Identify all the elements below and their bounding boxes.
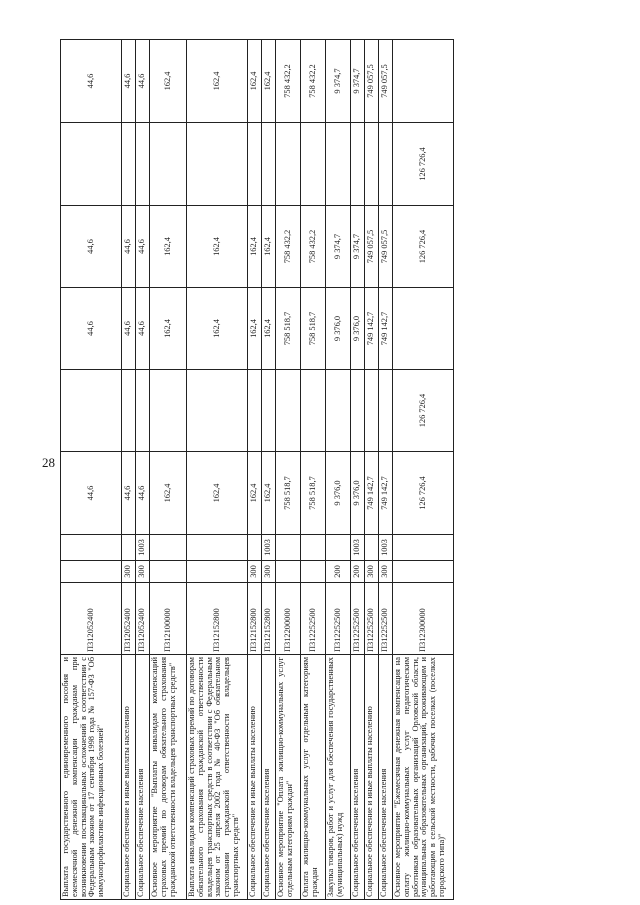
table-row [365, 40, 379, 900]
row-subsection-cell [276, 535, 301, 561]
row-value-6-cell: 162,4 [150, 40, 187, 123]
row-value-1-cell: 44,6 [122, 452, 136, 535]
row-subsection-cell [61, 535, 122, 561]
row-name-cell: Выплата государственного единовременного пособия и ежемесячной денежной компенсации гражданам при возникновении поствакцинальных осложнений в соответствии с Федеральным законом от 17 сентября 1998 года № 157-ФЗ "Об иммунопрофилактике инфекционных болезней" [61, 655, 122, 900]
row-subsection-cell [326, 535, 351, 561]
row-vr-cell: 300 [136, 561, 150, 583]
table-row [122, 40, 136, 900]
row-value-5-cell [136, 123, 150, 206]
row-vr-cell [393, 561, 454, 583]
row-subsection-cell: 1003 [262, 535, 276, 561]
row-name-cell: Основное мероприятие "Выплаты инвалидам компенсаций страховых премий по договорам обязательного страхования гражданской ответственности владельцев транспортных средств" [150, 655, 187, 900]
row-name-cell: Социальное обеспечение населения [379, 655, 393, 900]
row-value-3-cell: 749 142,7 [365, 288, 379, 370]
row-value-1-cell: 758 518,7 [301, 452, 326, 535]
row-vr-cell [276, 561, 301, 583]
row-code-cell: П312252500 [379, 583, 393, 655]
row-value-2-cell [326, 370, 351, 452]
row-value-1-cell: 749 142,7 [379, 452, 393, 535]
row-value-5-cell [248, 123, 262, 206]
row-code-cell: П312252500 [326, 583, 351, 655]
row-value-1-cell: 162,4 [187, 452, 248, 535]
row-vr-cell: 300 [365, 561, 379, 583]
row-subsection-cell [248, 535, 262, 561]
row-value-2-cell [136, 370, 150, 452]
row-value-2-cell [365, 370, 379, 452]
budget-table-rotated [60, 40, 620, 900]
row-value-5-cell [187, 123, 248, 206]
row-value-4-cell: 44,6 [61, 206, 122, 288]
row-name-cell: Оплата жилищно-коммунальных услуг отдельным категориям граждан [301, 655, 326, 900]
row-code-cell: П312300000 [393, 583, 454, 655]
row-value-3-cell [393, 288, 454, 370]
row-subsection-cell: 1003 [136, 535, 150, 561]
row-subsection-cell [365, 535, 379, 561]
row-value-3-cell: 44,6 [61, 288, 122, 370]
row-value-1-cell: 126 726,4 [393, 452, 454, 535]
row-vr-cell: 300 [379, 561, 393, 583]
row-subsection-cell [301, 535, 326, 561]
row-value-6-cell: 162,4 [248, 40, 262, 123]
row-value-1-cell: 9 376,0 [326, 452, 351, 535]
table-row [150, 40, 187, 900]
row-value-1-cell: 9 376,0 [351, 452, 365, 535]
row-value-4-cell: 749 057,5 [379, 206, 393, 288]
row-value-6-cell [393, 40, 454, 123]
row-name-cell: Основное мероприятие "Оплата жилищно-коммунальных услуг отдельным категориям граждан" [276, 655, 301, 900]
row-code-cell: П312152800 [248, 583, 262, 655]
row-name-cell: Социальное обеспечение и иные выплаты населению [365, 655, 379, 900]
row-value-4-cell: 9 374,7 [351, 206, 365, 288]
page-number: 28 [42, 455, 55, 470]
row-value-5-cell [262, 123, 276, 206]
row-value-3-cell: 162,4 [262, 288, 276, 370]
row-value-6-cell: 162,4 [262, 40, 276, 123]
row-code-cell: П312052400 [136, 583, 150, 655]
row-value-6-cell: 749 057,5 [365, 40, 379, 123]
row-name-cell: Социальное обеспечение населения [136, 655, 150, 900]
row-value-4-cell: 44,6 [136, 206, 150, 288]
row-value-4-cell: 162,4 [248, 206, 262, 288]
row-value-2-cell [61, 370, 122, 452]
row-value-2-cell [379, 370, 393, 452]
row-code-cell: П312252500 [365, 583, 379, 655]
row-value-6-cell: 44,6 [122, 40, 136, 123]
row-value-2-cell [262, 370, 276, 452]
row-value-5-cell [122, 123, 136, 206]
row-value-1-cell: 749 142,7 [365, 452, 379, 535]
row-subsection-cell [393, 535, 454, 561]
row-value-3-cell: 162,4 [248, 288, 262, 370]
row-vr-cell [61, 561, 122, 583]
row-vr-cell: 300 [262, 561, 276, 583]
row-vr-cell [187, 561, 248, 583]
row-subsection-cell: 1003 [379, 535, 393, 561]
row-value-2-cell [187, 370, 248, 452]
row-value-4-cell: 749 057,5 [365, 206, 379, 288]
row-value-4-cell: 758 432,2 [301, 206, 326, 288]
row-value-6-cell: 758 432,2 [301, 40, 326, 123]
row-name-cell: Социальное обеспечение и иные выплаты населению [122, 655, 136, 900]
row-value-6-cell: 44,6 [61, 40, 122, 123]
table-body [61, 40, 454, 900]
row-value-6-cell: 9 374,7 [326, 40, 351, 123]
row-code-cell: П312052400 [61, 583, 122, 655]
row-value-3-cell: 758 518,7 [301, 288, 326, 370]
row-value-3-cell: 162,4 [150, 288, 187, 370]
row-vr-cell: 300 [122, 561, 136, 583]
row-name-cell: Социальное обеспечение населения [262, 655, 276, 900]
row-value-5-cell [379, 123, 393, 206]
row-value-4-cell: 162,4 [262, 206, 276, 288]
row-value-2-cell: 126 726,4 [393, 370, 454, 452]
row-value-5-cell [301, 123, 326, 206]
table-row [379, 40, 393, 900]
row-code-cell: П312252500 [351, 583, 365, 655]
row-value-2-cell [276, 370, 301, 452]
row-value-3-cell: 44,6 [122, 288, 136, 370]
table-row [136, 40, 150, 900]
row-value-3-cell: 749 142,7 [379, 288, 393, 370]
row-value-4-cell: 44,6 [122, 206, 136, 288]
row-value-3-cell: 9 376,0 [351, 288, 365, 370]
row-value-4-cell: 758 432,2 [276, 206, 301, 288]
row-subsection-cell [122, 535, 136, 561]
row-value-4-cell: 162,4 [187, 206, 248, 288]
row-value-1-cell: 162,4 [262, 452, 276, 535]
row-value-2-cell [248, 370, 262, 452]
row-value-2-cell [351, 370, 365, 452]
row-code-cell: П312252500 [301, 583, 326, 655]
row-value-5-cell [61, 123, 122, 206]
row-code-cell: П312052400 [122, 583, 136, 655]
row-value-5-cell [276, 123, 301, 206]
row-value-1-cell: 44,6 [136, 452, 150, 535]
table-row [61, 40, 122, 900]
row-value-2-cell [150, 370, 187, 452]
row-name-cell: Закупка товаров, работ и услуг для обеспечения государственных (муниципальных) нужд [326, 655, 351, 900]
row-name-cell: Социальное обеспечение и иные выплаты населению [248, 655, 262, 900]
table-row [326, 40, 351, 900]
row-vr-cell: 200 [326, 561, 351, 583]
row-code-cell: П312200000 [276, 583, 301, 655]
row-value-6-cell: 44,6 [136, 40, 150, 123]
row-vr-cell: 300 [248, 561, 262, 583]
row-value-1-cell: 162,4 [150, 452, 187, 535]
row-value-4-cell: 162,4 [150, 206, 187, 288]
table-row [351, 40, 365, 900]
table-row [301, 40, 326, 900]
row-code-cell: П312100000 [150, 583, 187, 655]
row-value-4-cell: 126 726,4 [393, 206, 454, 288]
row-code-cell: П312152800 [262, 583, 276, 655]
row-value-3-cell: 758 518,7 [276, 288, 301, 370]
row-value-4-cell: 9 374,7 [326, 206, 351, 288]
row-value-5-cell [326, 123, 351, 206]
table-row [276, 40, 301, 900]
row-subsection-cell [187, 535, 248, 561]
row-code-cell: П312152800 [187, 583, 248, 655]
row-vr-cell: 200 [351, 561, 365, 583]
row-value-1-cell: 162,4 [248, 452, 262, 535]
row-value-1-cell: 758 518,7 [276, 452, 301, 535]
row-vr-cell [150, 561, 187, 583]
row-name-cell: Выплата инвалидам компенсаций страховых премий по договорам обязательного страхования гражданской ответственности владельцев транспортных средств в соответствии с Федеральным законом от 25 апреля 2002 года № 40-ФЗ "Об обязательном страховании гражданской ответственности владельцев транспортных средств" [187, 655, 248, 900]
row-value-6-cell: 758 432,2 [276, 40, 301, 123]
row-subsection-cell [150, 535, 187, 561]
row-value-3-cell: 162,4 [187, 288, 248, 370]
row-value-5-cell [365, 123, 379, 206]
budget-table [60, 39, 454, 900]
row-value-2-cell [122, 370, 136, 452]
row-value-5-cell [150, 123, 187, 206]
table-row [393, 40, 454, 900]
row-value-1-cell: 44,6 [61, 452, 122, 535]
row-value-5-cell [351, 123, 365, 206]
row-value-3-cell: 44,6 [136, 288, 150, 370]
table-row [187, 40, 248, 900]
row-subsection-cell: 1003 [351, 535, 365, 561]
row-value-2-cell [301, 370, 326, 452]
table-row [248, 40, 262, 900]
row-value-5-cell: 126 726,4 [393, 123, 454, 206]
row-name-cell: Социальное обеспечение населения [351, 655, 365, 900]
row-value-6-cell: 749 057,5 [379, 40, 393, 123]
row-vr-cell [301, 561, 326, 583]
row-name-cell: Основное мероприятие "Ежемесячная денежная компенсация на оплату жилищно-коммунальных услуг педагогическим работникам образовательных организаций Орловской области, муниципальных образовательных организаций, проживающим и работающим в сельской местности, рабочих поселках (поселках городского типа)" [393, 655, 454, 900]
row-value-6-cell: 9 374,7 [351, 40, 365, 123]
table-row [262, 40, 276, 900]
row-value-3-cell: 9 376,0 [326, 288, 351, 370]
row-value-6-cell: 162,4 [187, 40, 248, 123]
